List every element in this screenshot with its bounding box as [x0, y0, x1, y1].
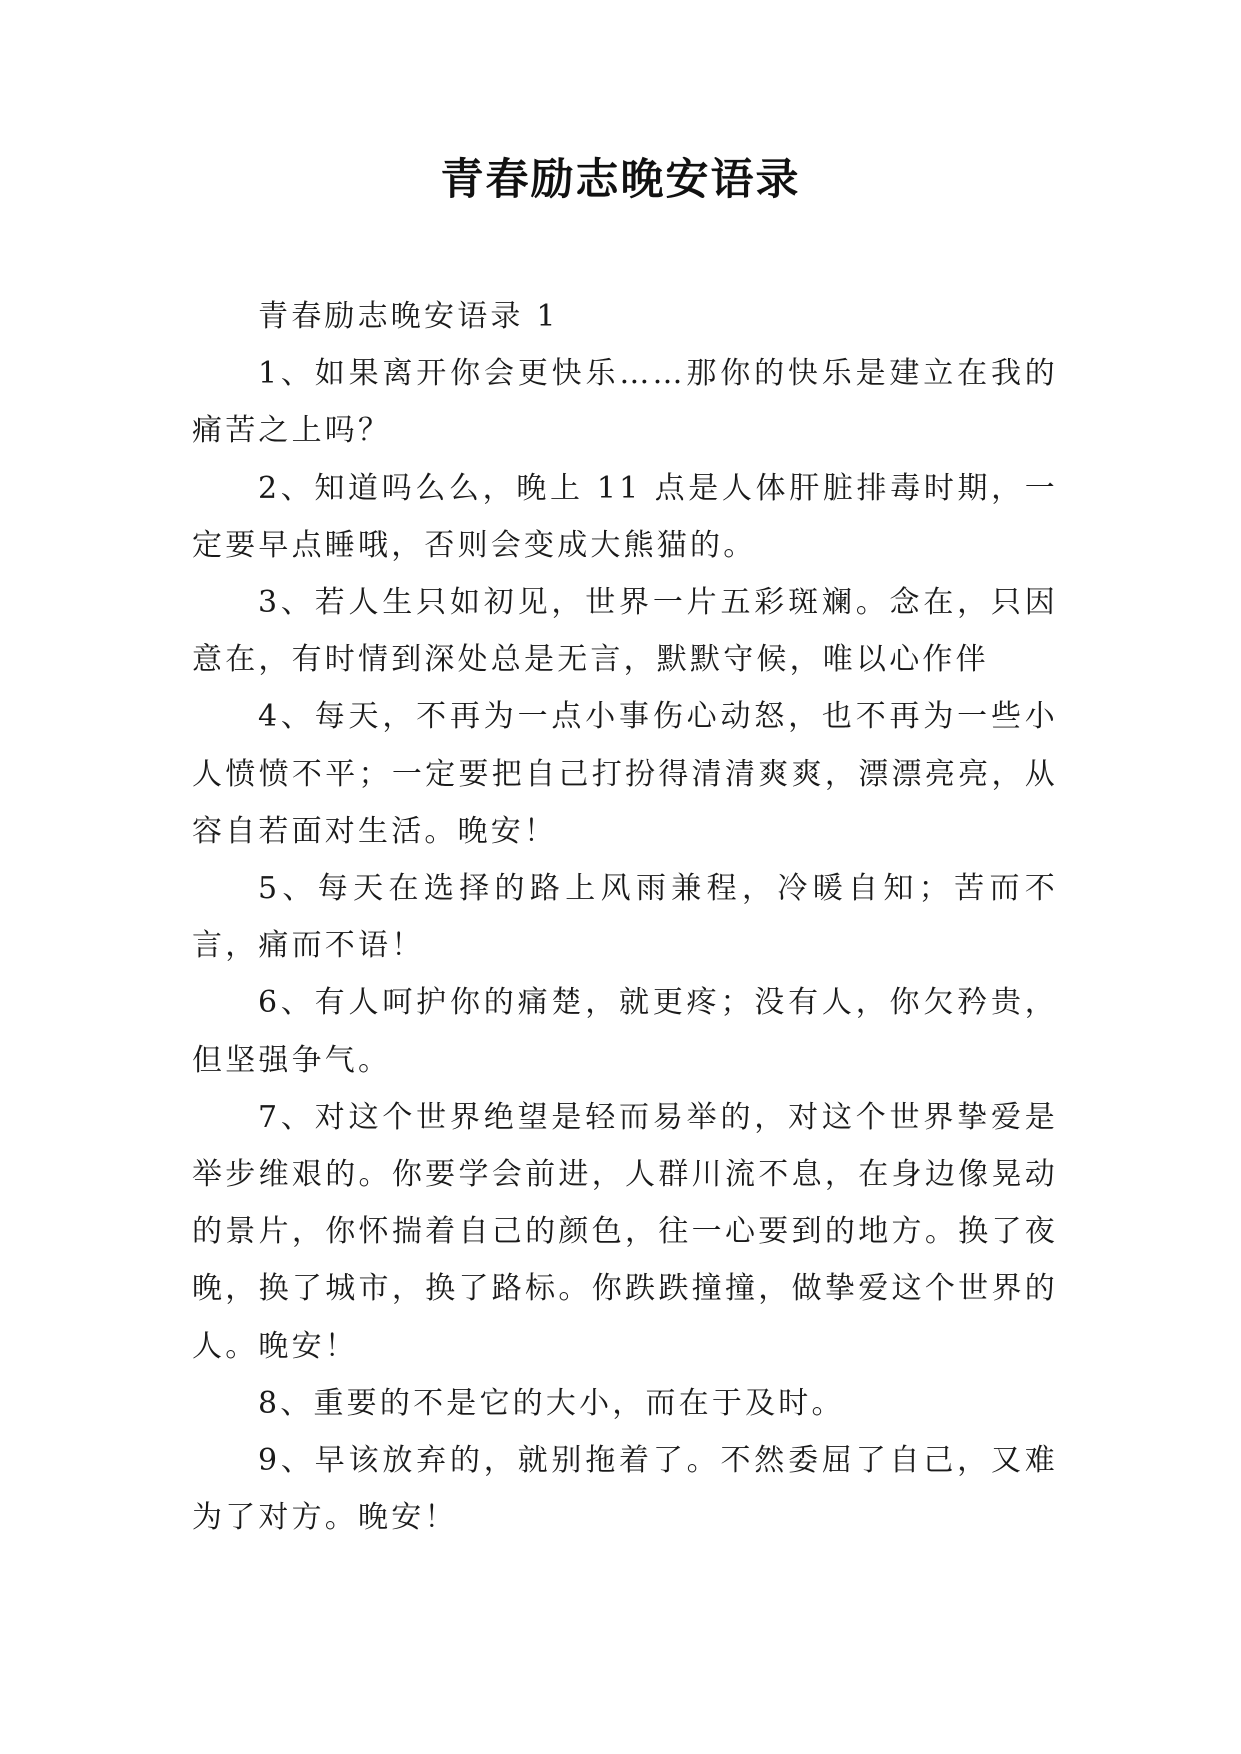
paragraph: 8、重要的不是它的大小，而在于及时。 — [258, 1385, 845, 1421]
paragraph: 9、早该放弃的，就别拖着了。不然委屈了自己，又难为了对方。晚安！ — [192, 1443, 1058, 1536]
paragraph: 6、有人呵护你的痛楚，就更疼；没有人，你欠矜贵，但坚强争气。 — [192, 985, 1058, 1078]
paragraph: 5、每天在选择的路上风雨兼程，冷暖自知；苦而不言，痛而不语！ — [192, 871, 1058, 964]
section-heading: 青春励志晚安语录 1 — [258, 299, 559, 334]
document-body — [192, 288, 1058, 1546]
paragraph: 4、每天，不再为一点小事伤心动怒，也不再为一些小人愤愤不平；一定要把自己打扮得清清爽爽，漂漂亮亮，从容自若面对生活。晚安！ — [192, 699, 1058, 849]
paragraph: 2、知道吗么么，晚上 11 点是人体肝脏排毒时期，一定要早点睡哦，否则会变成大熊猫的。 — [192, 470, 1058, 563]
document-title: 青春励志晚安语录 — [440, 155, 801, 205]
paragraph: 1、如果离开你会更快乐……那你的快乐是建立在我的痛苦之上吗？ — [192, 356, 1058, 449]
paragraph: 3、若人生只如初见，世界一片五彩斑斓。念在，只因意在，有时情到深处总是无言，默默守候，唯以心作伴 — [192, 585, 1058, 678]
paragraph: 7、对这个世界绝望是轻而易举的，对这个世界挚爱是举步维艰的。你要学会前进，人群川流不息，在身边像晃动的景片，你怀揣着自己的颜色，往一心要到的地方。换了夜晚，换了城市，换了路标。你跌跌撞撞，做挚爱这个世界的人。晚安！ — [192, 1099, 1058, 1364]
